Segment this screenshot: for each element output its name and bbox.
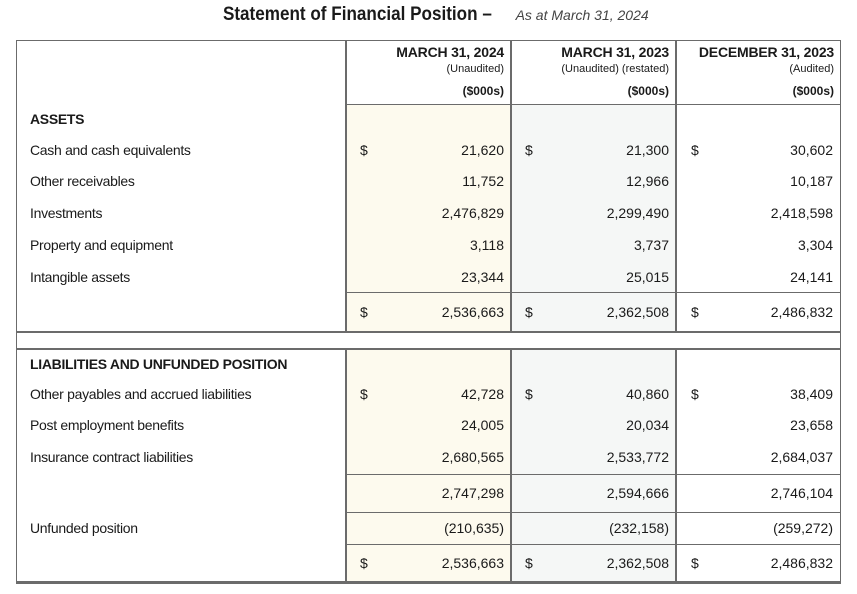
- currency-symbol: $: [691, 386, 699, 402]
- currency-symbol: $: [525, 142, 533, 158]
- value-2023: 2,299,490: [606, 205, 669, 221]
- value-2024: (210,635): [444, 520, 504, 536]
- value-dec-2023: 2,486,832: [770, 304, 833, 320]
- value-dec-2023: 3,304: [797, 237, 833, 253]
- row-label: Cash and cash equivalents: [30, 142, 191, 158]
- row-label: Other receivables: [30, 173, 135, 189]
- currency-symbol: $: [360, 386, 368, 402]
- title-main: Statement of Financial Position –: [223, 4, 493, 25]
- liabilities-subtotal-row: [0, 485, 857, 509]
- value-2023: 25,015: [626, 269, 669, 285]
- currency-symbol: $: [525, 555, 533, 571]
- header-rule: [345, 104, 841, 105]
- currency-symbol: $: [360, 304, 368, 320]
- value-2023: 40,860: [626, 386, 669, 402]
- table-row: [0, 173, 857, 197]
- currency-symbol: $: [360, 142, 368, 158]
- value-2024: 23,344: [461, 269, 504, 285]
- total-rule: [345, 544, 841, 545]
- row-label: Intangible assets: [30, 269, 130, 285]
- col-status: (Audited): [789, 62, 834, 75]
- row-label: Property and equipment: [30, 237, 173, 253]
- value-dec-2023: 38,409: [790, 386, 833, 402]
- value-2024: 3,118: [470, 237, 504, 253]
- value-2023: 21,300: [626, 142, 669, 158]
- col-heading: MARCH 31, 2023: [561, 44, 669, 60]
- row-label: Unfunded position: [30, 520, 138, 536]
- table-row: [0, 386, 857, 410]
- value-dec-2023: 2,486,832: [770, 555, 833, 571]
- value-dec-2023: 10,187: [790, 173, 833, 189]
- assets-total-row: [0, 304, 857, 328]
- row-label: Insurance contract liabilities: [30, 449, 193, 465]
- col-header-2024: [352, 43, 504, 99]
- col-status: (Unaudited): [446, 62, 504, 75]
- value-dec-2023: 2,746,104: [770, 485, 833, 501]
- col-unit: ($000s): [792, 83, 834, 98]
- value-dec-2023: 2,684,037: [770, 449, 833, 465]
- section-rule: [17, 348, 841, 350]
- table-row: [0, 142, 857, 166]
- value-2024: 2,680,565: [441, 449, 504, 465]
- row-label: Investments: [30, 205, 103, 221]
- table-row: [0, 205, 857, 229]
- currency-symbol: $: [360, 555, 368, 571]
- value-2023: 2,362,508: [606, 304, 669, 320]
- col-heading: MARCH 31, 2024: [396, 44, 504, 60]
- col-header-dec-2023: [682, 43, 834, 99]
- value-2023: 20,034: [626, 417, 669, 433]
- value-dec-2023: 23,658: [790, 417, 833, 433]
- unfunded-rule: [345, 512, 841, 513]
- table-row: [0, 449, 857, 473]
- currency-symbol: $: [691, 304, 699, 320]
- section-heading: LIABILITIES AND UNFUNDED POSITION: [30, 356, 288, 372]
- value-dec-2023: 2,418,598: [770, 205, 833, 221]
- statement-title: [0, 4, 857, 26]
- value-2024: 21,620: [461, 142, 504, 158]
- value-2023: 2,594,666: [606, 485, 669, 501]
- value-2023: (232,158): [609, 520, 669, 536]
- value-2024: 24,005: [461, 417, 504, 433]
- liabilities-heading-row: [0, 356, 857, 380]
- table-row: [0, 237, 857, 261]
- col-header-2023: [517, 43, 669, 99]
- subtotal-rule: [345, 474, 841, 475]
- col-heading: DECEMBER 31, 2023: [698, 44, 834, 60]
- value-2023: 12,966: [626, 173, 669, 189]
- value-2024: 42,728: [461, 386, 504, 402]
- value-dec-2023: (259,272): [773, 520, 833, 536]
- value-2023: 2,362,508: [606, 555, 669, 571]
- table-row: [0, 417, 857, 441]
- assets-heading-row: [0, 111, 857, 135]
- value-2024: 2,536,663: [441, 304, 504, 320]
- value-2024: 11,752: [462, 173, 504, 189]
- row-label: Post employment benefits: [30, 417, 184, 433]
- value-2024: 2,747,298: [441, 485, 504, 501]
- section-rule: [17, 331, 841, 333]
- currency-symbol: $: [691, 555, 699, 571]
- currency-symbol: $: [525, 304, 533, 320]
- value-2024: 2,476,829: [441, 205, 504, 221]
- col-unit: ($000s): [462, 83, 504, 98]
- currency-symbol: $: [691, 142, 699, 158]
- currency-symbol: $: [525, 386, 533, 402]
- row-label: Other payables and accrued liabilities: [30, 386, 252, 402]
- section-heading: ASSETS: [30, 111, 85, 127]
- table-row: [0, 269, 857, 293]
- title-date: As at March 31, 2024: [515, 7, 649, 23]
- col-status: (Unaudited) (restated): [561, 62, 669, 75]
- liabilities-total-row: [0, 555, 857, 579]
- value-dec-2023: 24,141: [790, 269, 833, 285]
- value-2024: 2,536,663: [441, 555, 504, 571]
- value-dec-2023: 30,602: [790, 142, 833, 158]
- col-unit: ($000s): [627, 83, 669, 98]
- unfunded-row: [0, 520, 857, 544]
- value-2023: 2,533,772: [606, 449, 669, 465]
- value-2023: 3,737: [633, 237, 669, 253]
